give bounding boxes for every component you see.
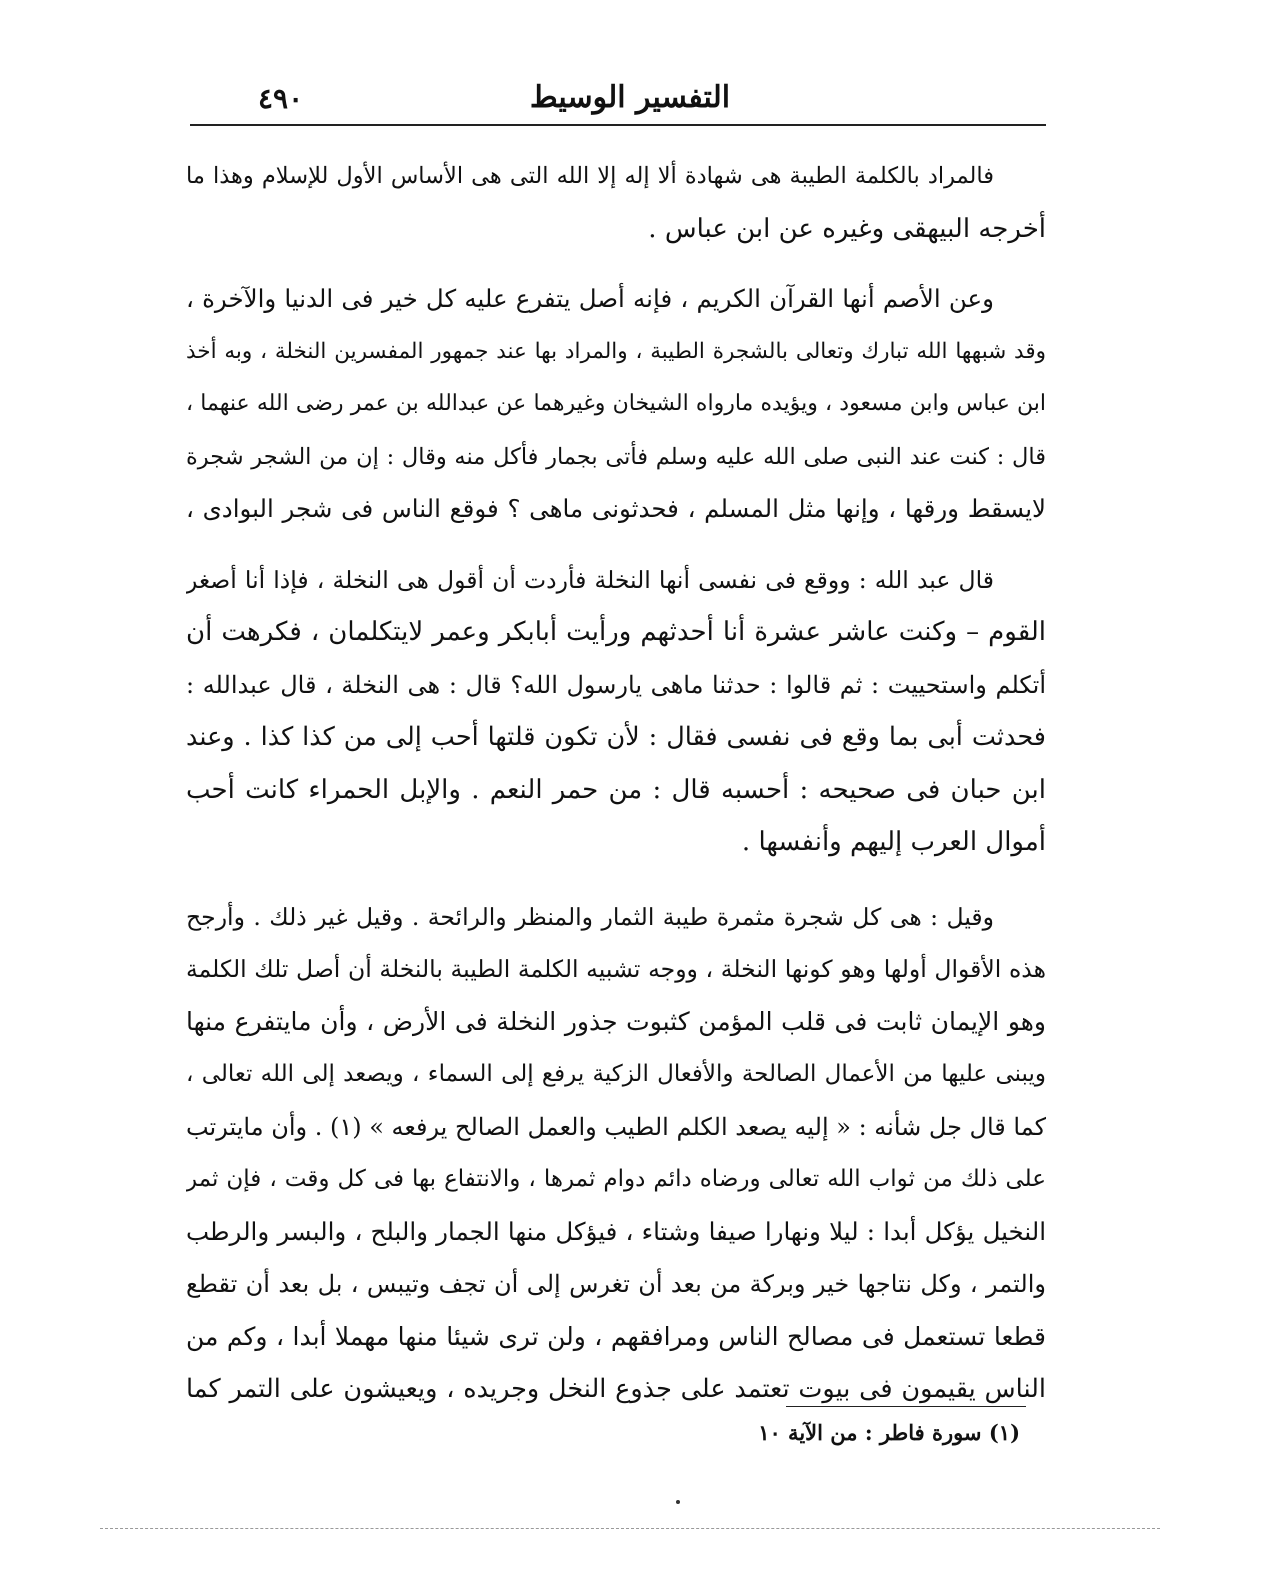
text-line: قال : كنت عند النبى صلى الله عليه وسلم فأتى بجمار فأكل منه وقال : إن من الشجر شجرة <box>186 443 1046 470</box>
text-line: وعن الأصم أنها القرآن الكريم ، فإنه أصل يتفرع عليه كل خير فى الدنيا والآخرة ، <box>186 284 994 313</box>
scan-edge <box>100 1528 1160 1529</box>
paragraph <box>186 554 1046 869</box>
text-line: لايسقط ورقها ، وإنها مثل المسلم ، فحدثونى ماهى ؟ فوقع الناس فى شجر البوادى ، <box>186 494 1046 523</box>
text-line: قطعا تستعمل فى مصالح الناس ومرافقهم ، ولن ترى شيئا منها مهملا أبدا ، وكم من <box>186 1321 1046 1351</box>
text-line: أموال العرب إليهم وأنفسها . <box>741 827 1046 857</box>
page-number: ٤٩٠ <box>258 82 304 115</box>
text-line: وهو الإيمان ثابت فى قلب المؤمن كثبوت جذور النخلة فى الأرض ، وأن مايتفرع منها <box>186 1006 1046 1036</box>
footnote: (١) سورة فاطر : من الآية ١٠ <box>758 1420 1020 1445</box>
text-line: أتكلم واستحييت : ثم قالوا : حدثنا ماهى يارسول الله؟ قال : هى النخلة ، قال عبدالله : <box>186 670 1046 699</box>
page-body <box>186 150 1046 1416</box>
text-line: ابن عباس وابن مسعود ، ويؤيده مارواه الشيخان وغيرهما عن عبدالله بن عمر رضى الله عنهما ، <box>186 391 1046 416</box>
text-line: على ذلك من ثواب الله تعالى ورضاه دائم دوام ثمرها ، والانتفاع بها فى كل وقت ، فإن ثمر <box>186 1166 1046 1192</box>
text-line: وقيل : هى كل شجرة مثمرة طيبة الثمار والمنظر والرائحة . وقيل غير ذلك . وأرجح <box>186 902 994 931</box>
running-title: التفسير الوسيط <box>529 80 731 115</box>
text-line: أخرجه البيهقى وغيره عن ابن عباس . <box>648 213 1046 244</box>
text-line: فحدثت أبى بما وقع فى نفسى فقال : لأن تكون قلتها أحب إلى من كذا كذا . وعند <box>186 722 1046 752</box>
text-line: ابن حبان فى صحيحه : أحسبه قال : من حمر النعم . والإبل الحمراء كانت أحب <box>186 774 1046 805</box>
scan-speck <box>676 1500 680 1504</box>
paragraph <box>186 891 1046 1416</box>
text-line: قال عبد الله : ووقع فى نفسى أنها النخلة فأردت أن أقول هى النخلة ، فإذا أنا أصغر <box>186 565 994 594</box>
text-line: الناس يقيمون فى بيوت تعتمد على جذوع النخل وجريده ، ويعيشون على التمر كما <box>186 1374 1046 1404</box>
text-line: فالمراد بالكلمة الطيبة هى شهادة ألا إله إلا الله التى هى الأساس الأول للإسلام وهذا ما <box>186 163 994 189</box>
text-line: والتمر ، وكل نتاجها خير وبركة من بعد أن تغرس إلى أن تجف وتيبس ، بل بعد أن تقطع <box>186 1270 1046 1298</box>
footnote-divider <box>786 1406 1026 1407</box>
text-line: هذه الأقوال أولها وهو كونها النخلة ، ووجه تشبيه الكلمة الطيبة بالنخلة أن أصل تلك الكلمة <box>186 955 1046 983</box>
paragraph <box>186 273 1046 536</box>
text-line: كما قال جل شأنه : « إليه يصعد الكلم الطيب والعمل الصالح يرفعه » (١) . وأن مايترتب <box>186 1112 1046 1141</box>
text-line: النخيل يؤكل أبدا : ليلا ونهارا صيفا وشتاء ، فيؤكل منها الجمار والبلح ، والبسر والرطب <box>186 1216 1046 1246</box>
text-line: القوم – وكنت عاشر عشرة أنا أحدثهم ورأيت أبابكر وعمر لايتكلمان ، فكرهت أن <box>186 617 1046 647</box>
text-line: ويبنى عليها من الأعمال الصالحة والأفعال الزكية يرفع إلى السماء ، ويصعد إلى الله تعالى ، <box>186 1061 1046 1087</box>
text-line: وقد شبهها الله تبارك وتعالى بالشجرة الطيبة ، والمراد بها عند جمهور المفسرين النخلة ، وبه أخذ <box>186 338 1046 364</box>
paragraph <box>186 150 1046 255</box>
page-header <box>190 78 1046 126</box>
